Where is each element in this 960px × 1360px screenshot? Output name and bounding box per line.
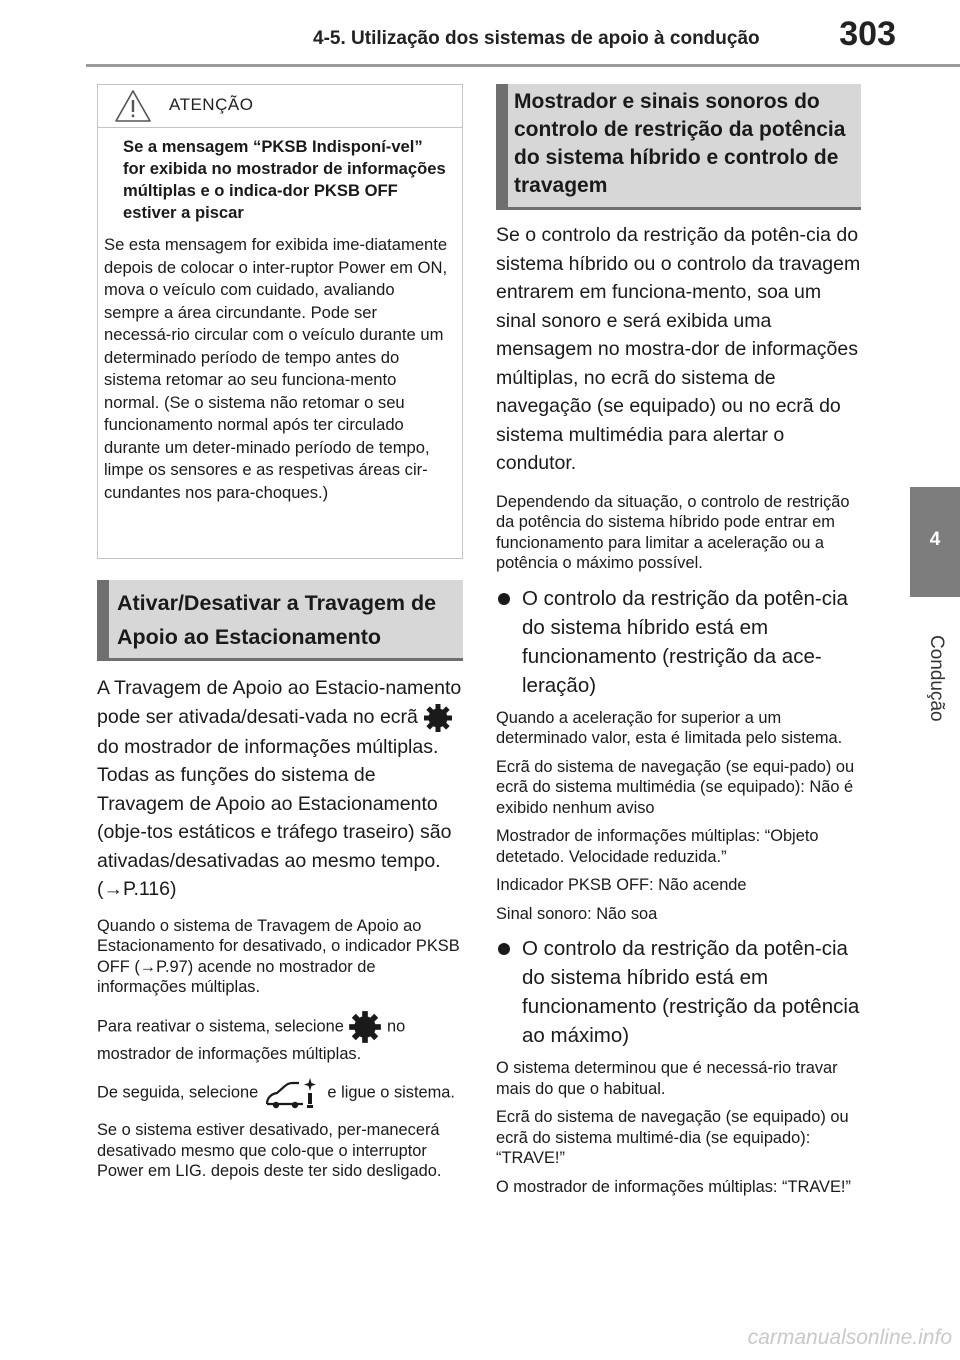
- bullet-dot-icon: [498, 593, 510, 605]
- acceleration-nav-screen: Ecrã do sistema de navegação (se equi-pado) ou ecrã do sistema multimédia (se equipado): Não é exibido nenhum aviso: [496, 757, 855, 817]
- select-text-a: De seguida, selecione: [97, 1083, 259, 1102]
- acceleration-description: Quando a aceleração for superior a um determinado valor, esta é limitada pelo sistema.: [496, 708, 843, 747]
- warning-triangle-icon: [114, 89, 152, 123]
- warning-box: [97, 84, 463, 559]
- right-column: [496, 221, 866, 1197]
- bullet-max-power-restriction: [496, 934, 866, 1050]
- car-sensor-icon: [263, 1076, 323, 1110]
- acceleration-buzzer: Sinal sonoro: Não soa: [496, 904, 658, 923]
- reactivate-text: [97, 1010, 467, 1065]
- parking-brake-intro: [97, 674, 467, 904]
- warning-body-text: Se esta mensagem for exibida ime-diatamente depois de colocar o inter-ruptor Power em ON, mova o veículo com cuidado, avaliando sempre a área circundante. Pode ser necessá-rio circular com o veículo durante um determinado período de tempo antes do sistema retomar ao seu funciona-mento normal. (Se o sistema não retomar o seu funcionamento normal após ter circulado durante um deter-minado período de tempo, limpe os sensores e as respetivas áreas cir-cundantes nos para-choques.): [104, 235, 448, 502]
- chapter-label: Condução: [926, 635, 947, 722]
- chapter-number: 4: [929, 529, 941, 550]
- persistence-note: Se o sistema estiver desativado, per-manecerá desativado mesmo que colo-que o interruptor Power em LIG. depois deste ter sido desligado.: [97, 1121, 442, 1180]
- warning-heading-text: Se a mensagem “PKSB Indisponí-vel” for exibida no mostrador de informações múltiplas e o indica-dor PKSB OFF estiver a piscar: [123, 137, 446, 222]
- header-rule: [86, 64, 960, 67]
- acceleration-pksb-indicator: Indicador PKSB OFF: Não acende: [496, 876, 747, 894]
- footer-watermark: carmanualsonline.info: [747, 1326, 952, 1349]
- page-number: 303: [839, 15, 896, 53]
- max-power-mid-display: O mostrador de informações múltiplas: “TRAVE!”: [496, 1177, 851, 1196]
- gear-settings-icon: [348, 1010, 382, 1044]
- bullet-text: O controlo da restrição da potên-cia do sistema híbrido está em funcionamento (restrição da potência ao máximo): [522, 937, 860, 1047]
- warning-header: [98, 85, 462, 128]
- section-heading-power-restriction: Mostrador e sinais sonoros do controlo de restrição da potência do sistema híbrido e controlo de travagem: [496, 84, 861, 210]
- restriction-intro: Se o controlo da restrição da potên-cia do sistema híbrido ou o controlo da travagem entrarem em funciona-mento, soa um sinal sonoro e será exibida uma mensagem no mostra-dor de informações múltiplas, no ecrã do sistema de navegação (se equipado) ou no ecrã do sistema multimédia para alertar o condutor.: [496, 224, 861, 474]
- reactivate-text-b: no mostrador de informações múltiplas.: [97, 1016, 406, 1063]
- max-power-nav-screen: Ecrã do sistema de navegação (se equipado) ou ecrã do sistema multimé-dia (se equipado): “TRAVE!”: [496, 1108, 849, 1167]
- max-power-description: O sistema determinou que é necessá-rio travar mais do que o habitual.: [496, 1059, 838, 1098]
- left-column: [97, 674, 467, 1182]
- select-car-text: [97, 1076, 467, 1110]
- reactivate-text-a: Para reativar o sistema, selecione: [97, 1016, 344, 1035]
- bullet-dot-icon: [498, 943, 510, 955]
- chapter-tab: [910, 487, 960, 597]
- intro-text-a: A Travagem de Apoio ao Estacio-namento pode ser ativada/desati-vada no ecrã: [97, 677, 462, 728]
- section-heading-parking-brake: Ativar/Desativar a Travagem de Apoio ao Estacionamento: [97, 580, 463, 661]
- bullet-acceleration-restriction: [496, 584, 866, 700]
- warning-title: ATENÇÃO: [169, 95, 254, 114]
- gear-settings-icon: [423, 703, 453, 733]
- restriction-note: Dependendo da situação, o controlo de restrição da potência do sistema híbrido pode entrar em funcionamento para limitar a aceleração ou a potência o máximo possível.: [496, 492, 850, 572]
- bullet-text: O controlo da restrição da potên-cia do sistema híbrido está em funcionamento (restrição da ace-leração): [522, 586, 848, 697]
- header-title: 4-5. Utilização dos sistemas de apoio à condução: [313, 28, 760, 49]
- deactivated-note: Quando o sistema de Travagem de Apoio ao Estacionamento for desativado, o indicador PKSB OFF (→P.97) acende no mostrador de informações múltiplas.: [97, 916, 460, 996]
- acceleration-mid-display: Mostrador de informações múltiplas: “Objeto detetado. Velocidade reduzida.”: [496, 827, 819, 866]
- intro-text-b: do mostrador de informações múltiplas. Todas as funções do sistema de Travagem de Apoio ao Estacionamento (obje-tos estáticos e tráfego traseiro) são ativadas/desativadas ao mesmo tempo. (→P.116): [97, 735, 452, 900]
- select-text-b: e ligue o sistema.: [327, 1083, 455, 1102]
